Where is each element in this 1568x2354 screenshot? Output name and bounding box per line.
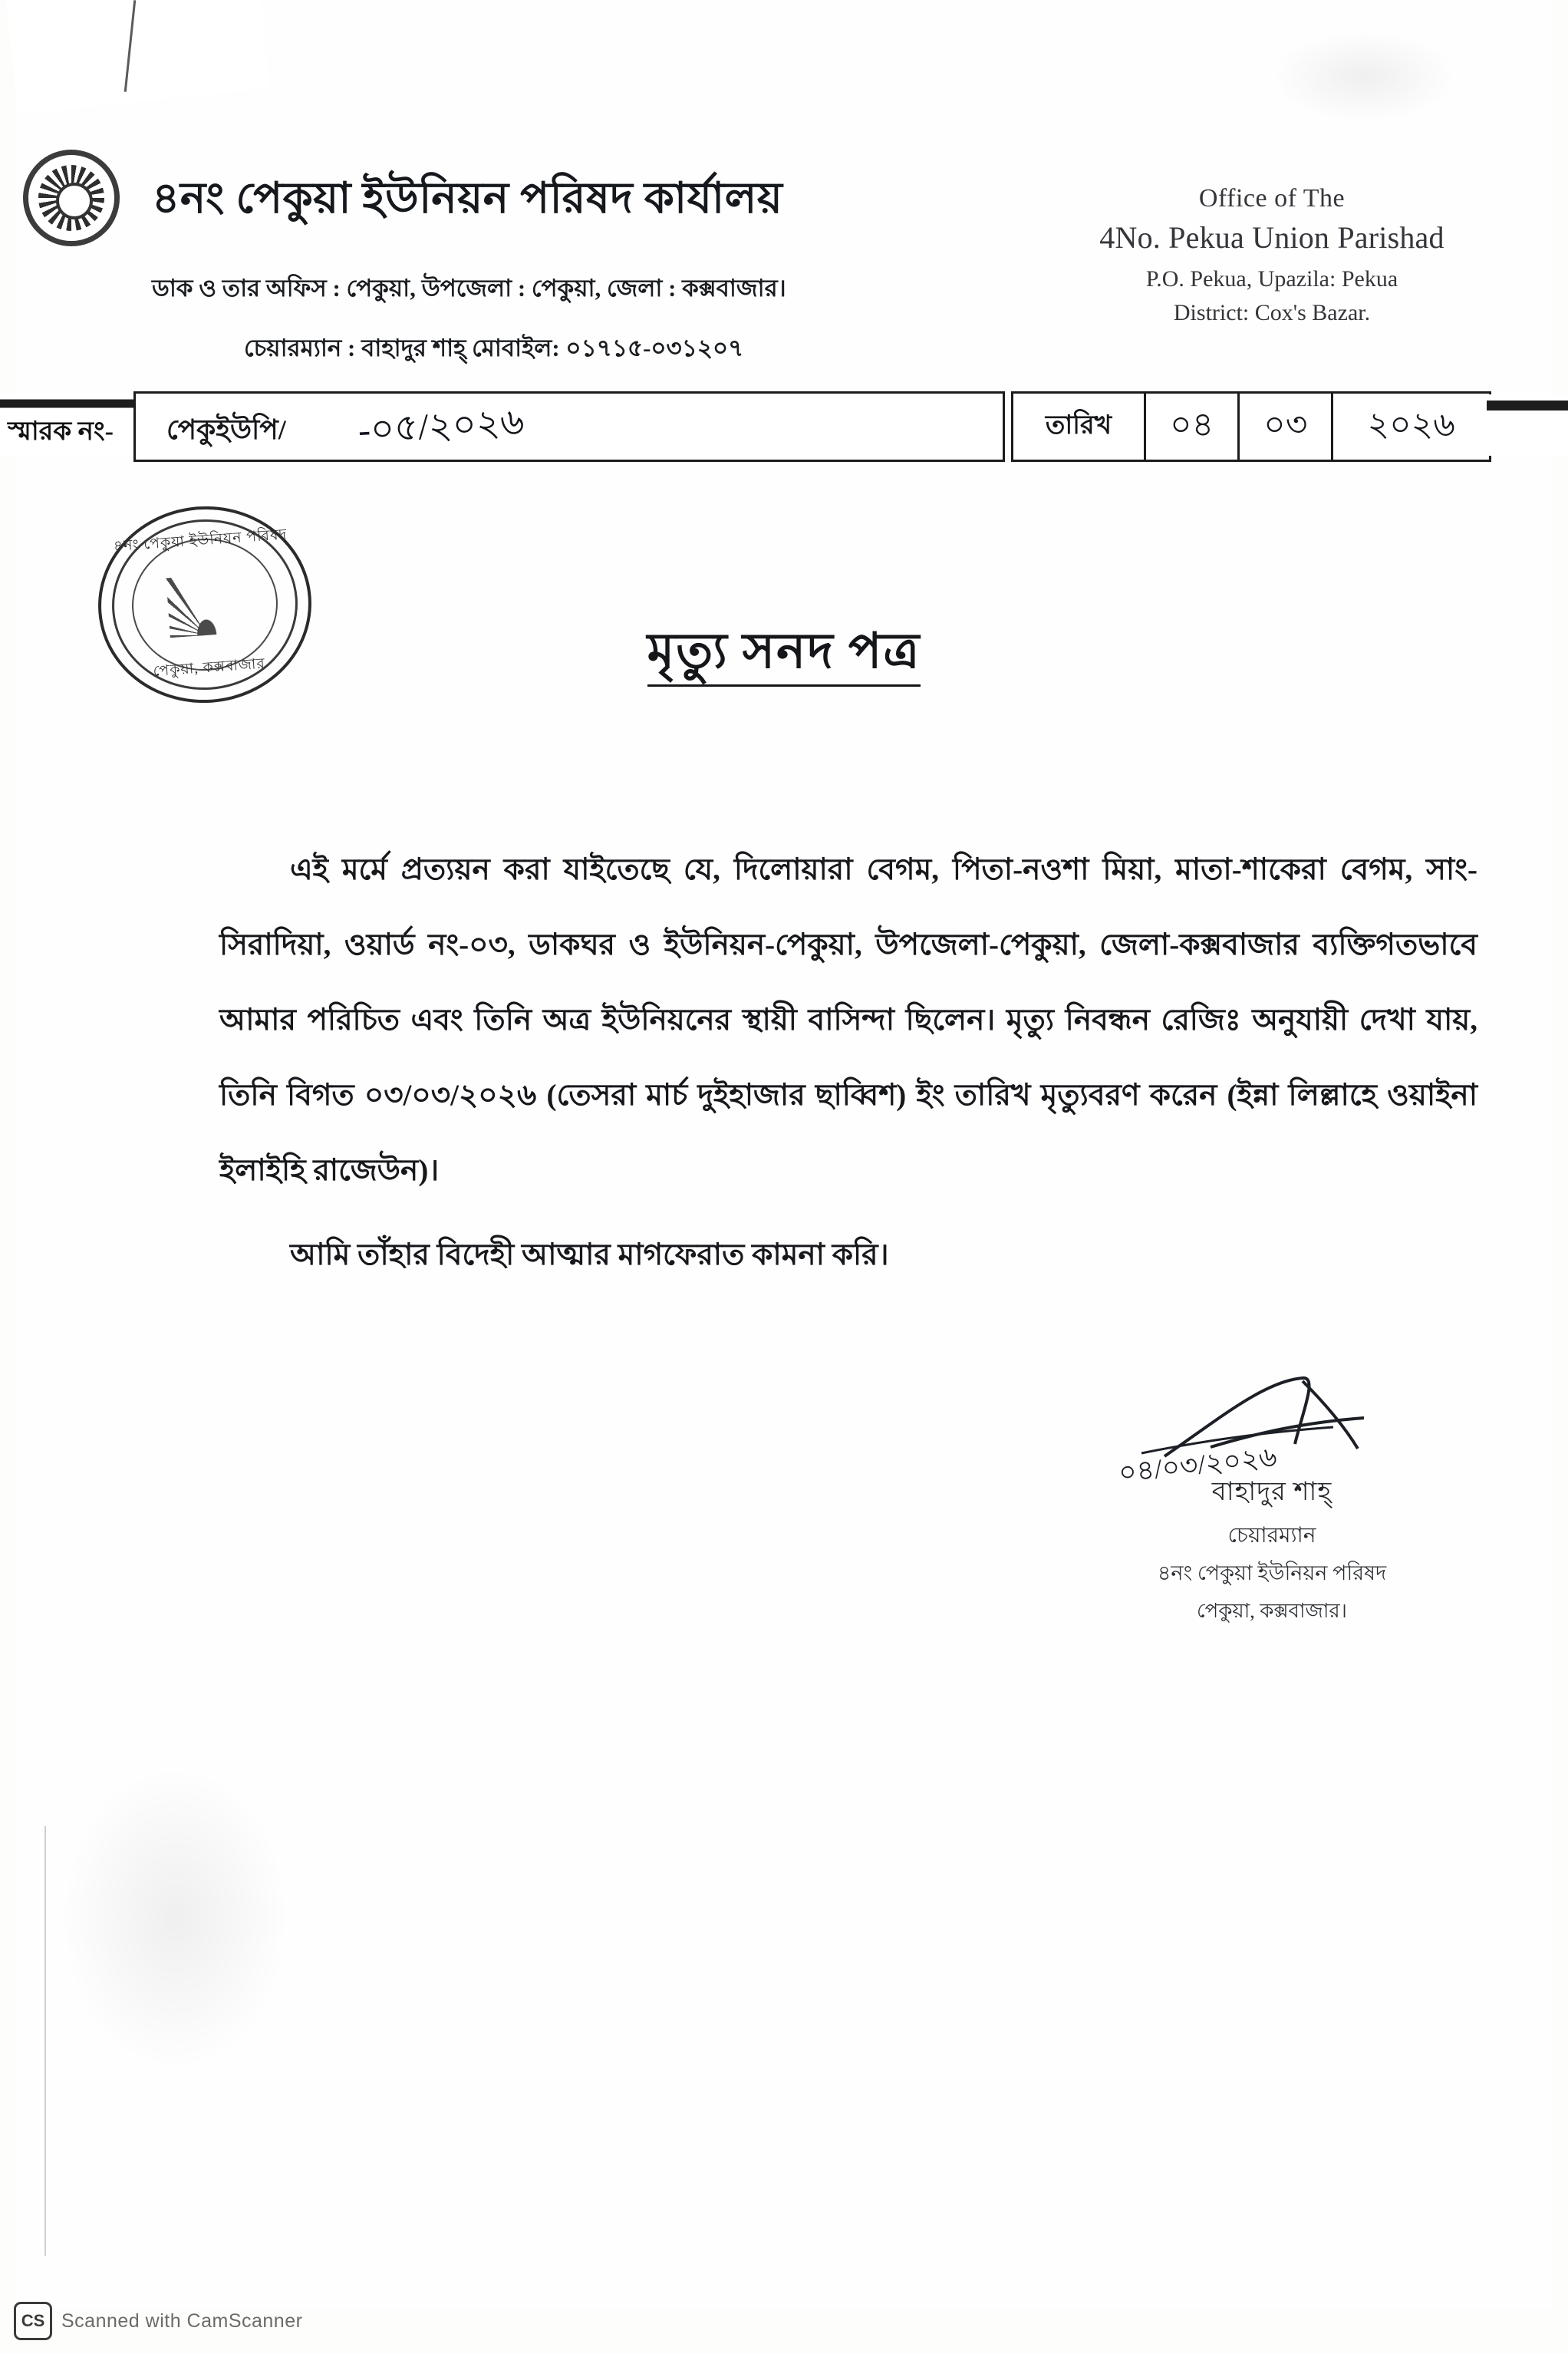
memo-reference-bar — [0, 390, 1568, 460]
memo-date-box — [1011, 391, 1491, 462]
body-paragraph-1: এই মর্মে প্রত্যয়ন করা যাইতেছে যে, দিলোয়ারা বেগম, পিতা-নওশা মিয়া, মাতা-শাকেরা বেগম, সাং-সিরাদিয়া, ওয়ার্ড নং-০৩, ডাকঘর ও ইউনিয়ন-পেকুয়া, উপজেলা-পেকুয়া, জেলা-কক্সবাজার ব্যক্তিগতভাবে আমার পরিচিত এবং তিনি অত্র ইউনিয়নের স্থায়ী বাসিন্দা ছিলেন। মৃত্যু নিবন্ধন রেজিঃ অনুযায়ী দেখা যায়, তিনি বিগত ০৩/০৩/২০২৬ (তেসরা মার্চ দুইহাজার ছাব্বিশ) ইং তারিখ মৃত্যুবরণ করেন (ইন্না লিল্লাহে ওয়াইনা ইলাইহি রাজেউন)। — [219, 853, 1477, 1187]
signatory-office: ৪নং পেকুয়া ইউনিয়ন পরিষদ — [1157, 1561, 1387, 1584]
seal-bottom-text: পেকুয়া, কক্সবাজার — [152, 655, 266, 680]
signature-date: ০৪/০৩/২০২৬ — [1117, 1441, 1279, 1489]
signature-block — [1072, 1373, 1471, 1629]
scan-artifact-blotch — [60, 1765, 290, 2072]
camscanner-badge-icon: CS — [14, 2302, 52, 2340]
organization-contact-bangla: চেয়ারম্যান : বাহাদুর শাহ্‌ মোবাইল: ০১৭১৫-০৩১২০৭ — [244, 335, 744, 361]
camscanner-label: Scanned with CamScanner — [61, 2309, 303, 2332]
camscanner-watermark — [14, 2302, 302, 2340]
memo-date-day: ০৪ — [1146, 394, 1240, 460]
organization-name-english: 4No. Pekua Union Parishad — [1099, 220, 1444, 255]
document-body — [219, 832, 1477, 1293]
organization-po-english: P.O. Pekua, Upazila: Pekua — [1145, 266, 1398, 292]
organization-district-english: District: Cox's Bazar. — [1173, 300, 1371, 325]
scan-fold-line — [44, 1826, 46, 2256]
document-title — [14, 614, 1554, 696]
organization-office-label-english: Office of The — [1198, 184, 1346, 213]
organization-address-bangla: ডাক ও তার অফিস : পেকুয়া, উপজেলা : পেকুয়া, জেলা : কক্সবাজার। — [152, 275, 786, 302]
government-emblem-icon — [23, 150, 120, 246]
memo-number-label: স্মারক নং- — [8, 417, 114, 446]
handwritten-signature-icon — [1072, 1373, 1471, 1489]
memo-right-edge-artifact — [1487, 394, 1568, 456]
memo-number-handwritten: -০৫/২০২৬ — [357, 401, 525, 451]
seal-top-text: ৪নং পেকুয়া ইউনিয়ন পরিষদ — [113, 526, 288, 556]
memo-number-printed: পেকুইউপি/ — [166, 414, 286, 445]
signatory-place: পেকুয়া, কক্সবাজার। — [1197, 1600, 1347, 1622]
memo-number-box — [133, 391, 1005, 462]
body-paragraph-2: আমি তাঁহার বিদেহী আত্মার মাগফেরাত কামনা করি। — [290, 1238, 889, 1271]
signatory-name: বাহাদুর শাহ্‌ — [1211, 1478, 1332, 1506]
document-title-text: মৃত্যু সনদ পত্র — [647, 624, 921, 687]
organization-block-english — [1003, 184, 1540, 326]
letterhead — [14, 0, 1554, 399]
memo-date-month: ০৩ — [1240, 394, 1333, 460]
organization-title-bangla: ৪নং পেকুয়া ইউনিয়ন পরিষদ কার্যালয় — [152, 175, 783, 223]
memo-date-label: তারিখ — [1013, 394, 1146, 460]
signatory-role: চেয়ারম্যান — [1227, 1524, 1316, 1548]
document-paper — [8, 0, 1554, 2309]
memo-date-year: ২০২৬ — [1367, 405, 1455, 443]
